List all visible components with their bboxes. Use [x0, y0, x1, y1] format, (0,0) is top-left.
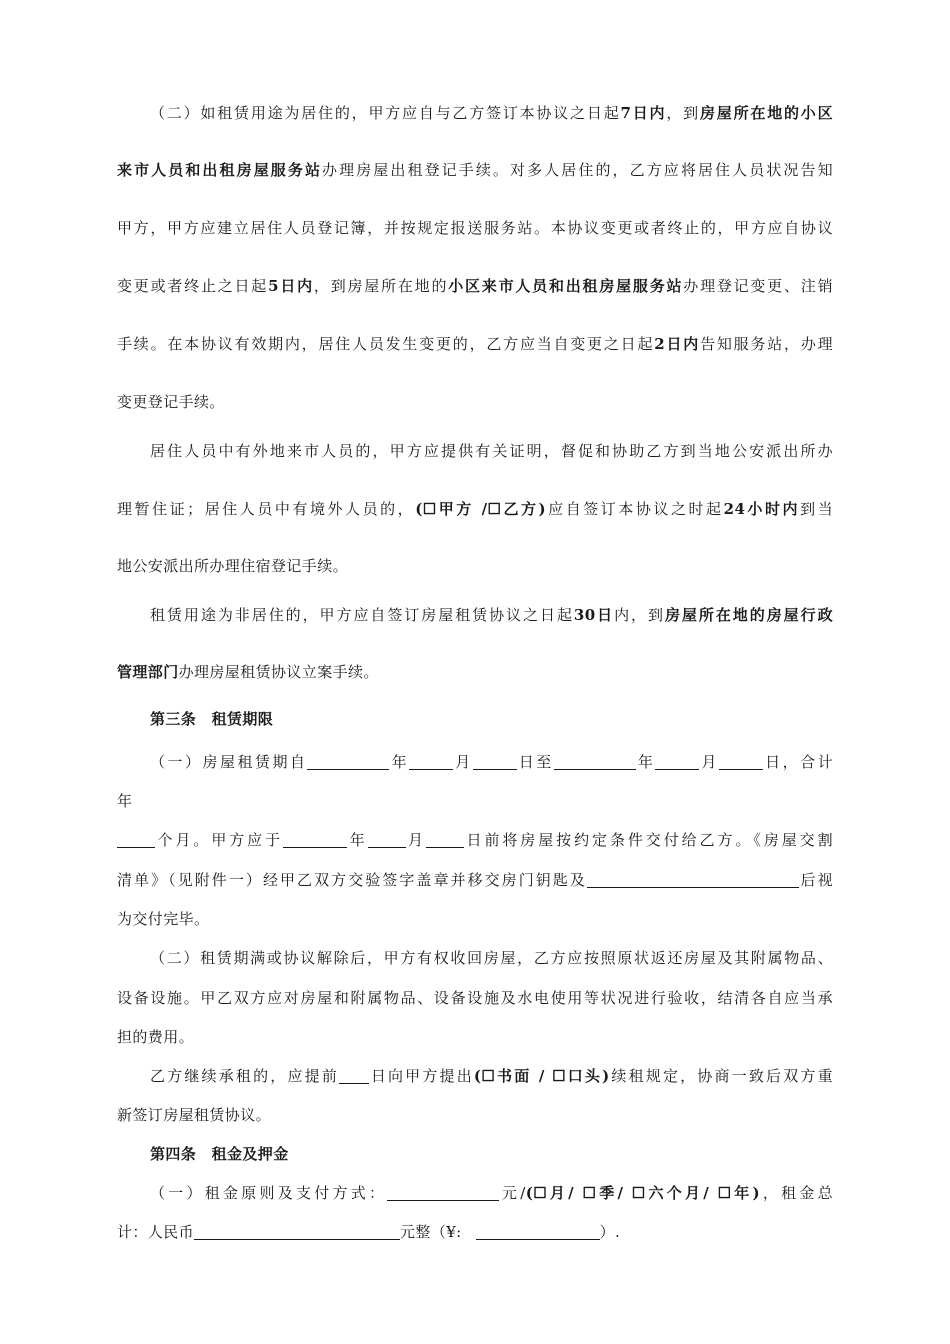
paragraph-line: 地公安派出所办理住宿登记手续。 [117, 557, 349, 575]
article-4-heading: 第四条 租金及押金 [150, 1145, 289, 1163]
rent-total-line: 计：人民币 元整（¥: ）. [117, 1223, 621, 1241]
start-day-blank[interactable] [473, 754, 517, 770]
end-month-blank[interactable] [655, 754, 699, 770]
paragraph-line: 来市人员和出租房屋服务站办理房屋出租登记手续。对多人居住的，乙方应将居住人员状况告知 [117, 161, 833, 179]
renewal-days-blank[interactable] [339, 1068, 369, 1084]
handover-line: 个月。甲方应于 年 月 日前将房屋按约定条件交付给乙方。《房屋交割 [117, 829, 833, 850]
paragraph-line: 租赁用途为非居住的，甲方应自签订房屋租赁协议之日起30日内，到房屋所在地的房屋行政 [150, 606, 833, 624]
handover-month-blank[interactable] [368, 832, 406, 848]
end-year-blank[interactable] [554, 754, 636, 770]
handover-day-blank[interactable] [426, 832, 464, 848]
paragraph-line: 变更或者终止之日起5日内，到房屋所在地的小区来市人员和出租房屋服务站办理登记变更、注销 [117, 277, 833, 295]
paragraph-line: 手续。在本协议有效期内，居住人员发生变更的，乙方应当自变更之日起2日内告知服务站，办理 [117, 335, 833, 353]
paragraph-line: 管理部门办理房屋租赁协议立案手续。 [117, 663, 379, 681]
paragraph-line: 居住人员中有外地来市人员的，甲方应提供有关证明，督促和协助乙方到当地公安派出所办 [150, 442, 833, 460]
renewal-method-checkbox-group[interactable]: (☐书面 / ☐口头) [473, 1067, 610, 1085]
start-year-blank[interactable] [307, 754, 389, 770]
paragraph-line: （二）如租赁用途为居住的，甲方应自与乙方签订本协议之日起7日内，到房屋所在地的小区 [150, 104, 833, 122]
paragraph-line: 年 [117, 792, 133, 810]
rent-total-chinese-blank[interactable] [194, 1224, 400, 1240]
rent-amount-blank[interactable] [387, 1185, 499, 1201]
paragraph-line: 为交付完毕。 [117, 910, 210, 928]
paragraph-line: 设备设施。甲乙双方应对房屋和附属物品、设备设施及水电使用等状况进行验收，结清各自应当承 [117, 989, 833, 1007]
handover-year-blank[interactable] [283, 832, 347, 848]
paragraph-line: 清单》（见附件一）经甲乙双方交验签字盖章并移交房门钥匙及 后视 [117, 871, 833, 889]
payment-period-checkbox-group[interactable]: (☐月/ ☐季/ ☐六个月/ ☐年) [525, 1184, 761, 1202]
total-months-blank[interactable] [117, 832, 155, 848]
party-checkbox-group[interactable]: (☐甲方 /☐乙方) [415, 500, 547, 518]
renewal-line: 乙方继续承租的，应提前 日向甲方提出(☐书面 / ☐口头)续租规定，协商一致后双方重 [150, 1067, 833, 1085]
paragraph-line: 新签订房屋租赁协议。 [117, 1106, 272, 1124]
lease-term-line: （一）房屋租赁期自 年 月 日至 年 月 日，合计 [150, 753, 833, 771]
paragraph-line: 甲方，甲方应建立居住人员登记簿，并按规定报送服务站。本协议变更或者终止的，甲方应自协议 [117, 219, 833, 237]
rent-payment-line: （一）租金原则及支付方式： 元/(☐月/ ☐季/ ☐六个月/ ☐年)，租金总 [150, 1184, 833, 1202]
paragraph-line: （二）租赁期满或协议解除后，甲方有权收回房屋，乙方应按照原状返还房屋及其附属物品、 [150, 949, 833, 967]
paragraph-line: 理暂住证；居住人员中有境外人员的，(☐甲方 /☐乙方)应自签订本协议之时起24小时内到当 [117, 500, 833, 518]
article-3-heading: 第三条 租赁期限 [150, 710, 274, 728]
start-month-blank[interactable] [409, 754, 453, 770]
end-day-blank[interactable] [719, 754, 763, 770]
paragraph-line: 担的费用。 [117, 1028, 195, 1046]
rent-total-number-blank[interactable] [476, 1224, 600, 1240]
paragraph-line: 变更登记手续。 [117, 393, 225, 411]
handover-items-blank[interactable] [587, 872, 799, 888]
